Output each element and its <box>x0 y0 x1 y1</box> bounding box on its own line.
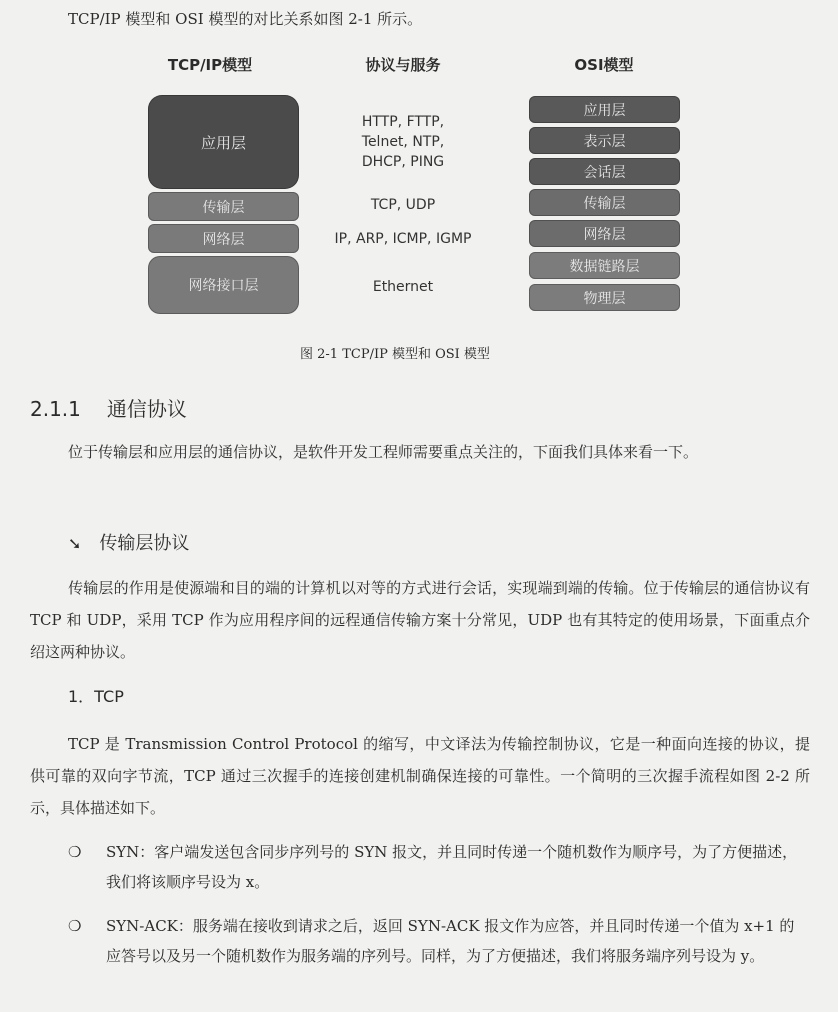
osi-model-heading: OSI模型 <box>574 56 634 74</box>
paragraph-1-text: 位于传输层和应用层的通信协议，是软件开发工程师需要重点关注的，下面我们具体来看一下。 <box>68 443 699 461</box>
paragraph-3 <box>30 728 810 824</box>
list-item-text: SYN-ACK：服务端在接收到请求之后，返回 SYN-ACK 报文作为应答，并且同时传递一个值为 x+1 的应答号以及另一个随机数作为服务端的序列号。同样，为了方便描述，我们将服务端序列号设为 y。 <box>106 917 795 965</box>
section-title: 通信协议 <box>106 397 187 421</box>
protocols-application <box>318 112 488 172</box>
figure-caption: 图 2-1 TCP/IP 模型和 OSI 模型 <box>300 347 490 362</box>
tcp-layer-transport: 传输层 <box>148 192 299 221</box>
tcp-layer-network: 网络层 <box>148 224 299 253</box>
osi-layer-application: 应用层 <box>529 96 680 123</box>
protocols-heading: 协议与服务 <box>365 56 441 74</box>
item-heading: 1．TCP <box>68 687 124 706</box>
list-item <box>68 911 808 1003</box>
osi-layer-physical: 物理层 <box>529 284 680 311</box>
osi-layer-transport: 传输层 <box>529 189 680 216</box>
paragraph-2-text: 传输层的作用是使源端和目的端的计算机以对等的方式进行会话，实现端到端的传输。位于传输层的通信协议有 TCP 和 UDP，采用 TCP 作为应用程序间的远程通信传输方案十分常见，UDP 也有其特定的使用场景，下面重点介绍这两种协议。 <box>30 579 810 661</box>
tcp-layer-application: 应用层 <box>148 95 299 189</box>
protocols-network: IP, ARP, ICMP, IGMP <box>334 231 472 247</box>
subsection-heading <box>68 529 189 555</box>
tcp-ip-model-heading: TCP/IP模型 <box>167 56 253 74</box>
paragraph-2 <box>30 572 810 668</box>
circle-bullet-icon: ❍ <box>68 917 82 935</box>
circle-bullet-icon: ❍ <box>68 843 82 861</box>
protocol-line: DHCP, PING <box>361 154 445 170</box>
osi-layer-datalink: 数据链路层 <box>529 252 680 279</box>
subsection-title: 传输层协议 <box>99 533 190 554</box>
list-item <box>68 837 808 897</box>
tcp-layer-interface: 网络接口层 <box>148 256 299 314</box>
intro-text: TCP/IP 模型和 OSI 模型的对比关系如图 2-1 所示。 <box>68 10 423 28</box>
section-heading <box>30 393 187 422</box>
list-item-text: SYN：客户端发送包含同步序列号的 SYN 报文，并且同时传递一个随机数作为顺序号，为了方便描述，我们将该顺序号设为 x。 <box>106 843 798 891</box>
protocol-line: HTTP, FTTP, <box>361 114 445 130</box>
osi-layer-network: 网络层 <box>529 220 680 247</box>
protocols-interface: Ethernet <box>372 279 434 295</box>
paragraph-3-text: TCP 是 Transmission Control Protocol 的缩写，中文译法为传输控制协议，它是一种面向连接的协议，提供可靠的双向字节流，TCP 通过三次握手的连接创建机制确保连接的可靠性。一个简明的三次握手流程如图 2-2 所示，具体描述如下。 <box>30 735 810 817</box>
protocols-transport: TCP, UDP <box>370 197 436 213</box>
paragraph-1 <box>30 436 810 468</box>
arrow-icon: ➘ <box>68 534 82 553</box>
section-number: 2.1.1 <box>30 397 81 421</box>
osi-layer-session: 会话层 <box>529 158 680 185</box>
osi-layer-presentation: 表示层 <box>529 127 680 154</box>
protocol-line: Telnet, NTP, <box>361 134 445 150</box>
